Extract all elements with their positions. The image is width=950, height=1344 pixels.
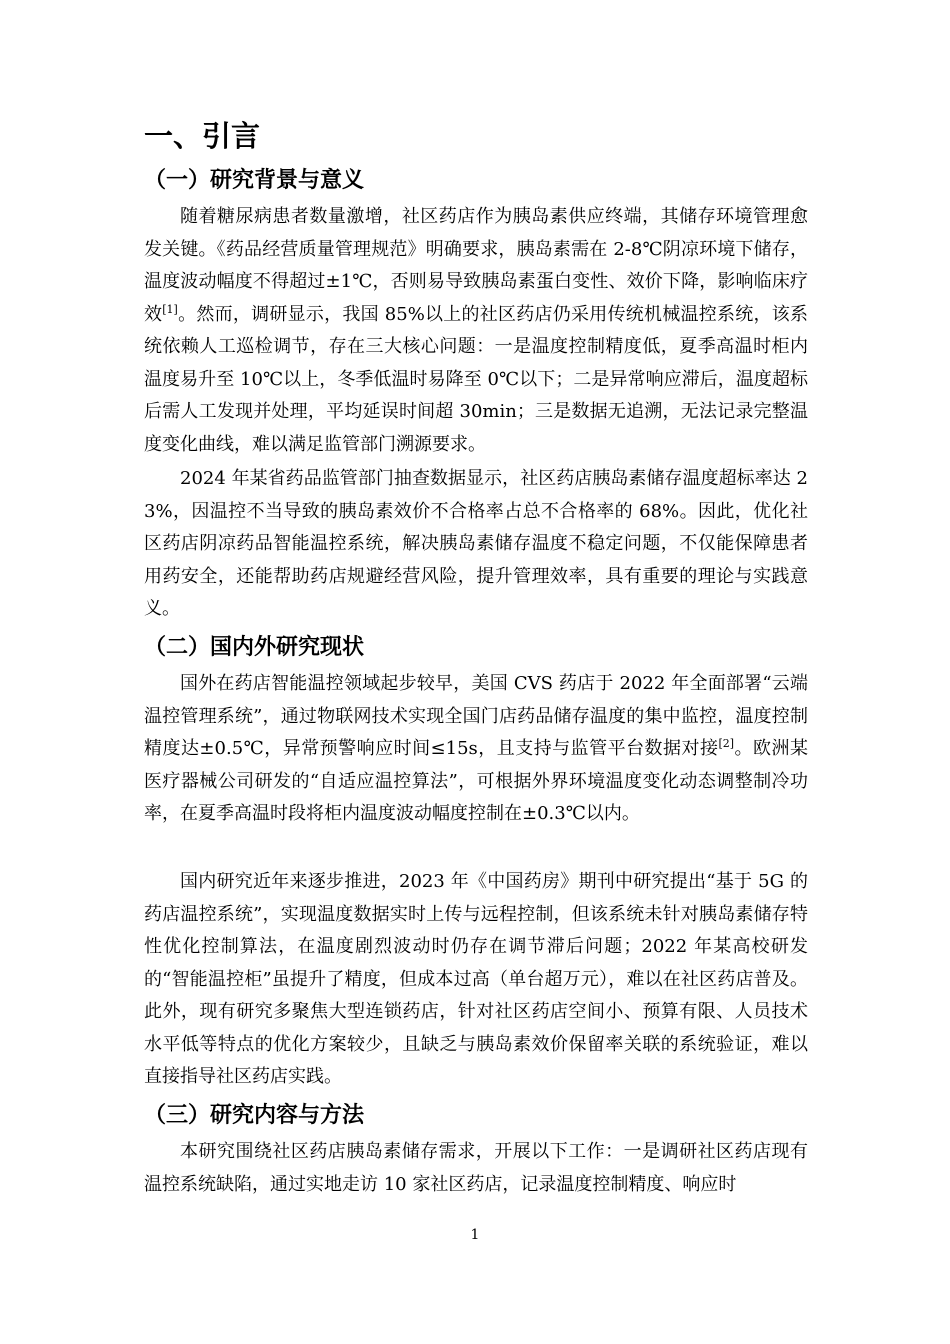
paragraph-methods-1 [144, 1136, 808, 1201]
section-title-research-status: （二）国内外研究现状 [144, 635, 365, 660]
section-title-background: （一）研究背景与意义 [144, 168, 365, 193]
paragraph-text: 国外在药店智能温控领域起步较早，美国 CVS 药店于 2022 年全面部署“云端温控管理系统”，通过物联网技术实现全国门店药品储存温度的集中监控，温度控制精度达±0.5℃，异常预警响应时间≤15s，且支持与监管平台数据对接 [144, 673, 808, 759]
section-title-methods: （三）研究内容与方法 [144, 1103, 365, 1128]
paragraph-text: 随着糖尿病患者数量激增，社区药店作为胰岛素供应终端，其储存环境管理愈发关键。《药品经营质量管理规范》明确要求，胰岛素需在 2-8℃阴凉环境下储存，温度波动幅度不得超过±1℃，否则易导致胰岛素蛋白变性、效价下降，影响临床疗效 [144, 206, 808, 325]
main-heading: 一、引言 [144, 119, 261, 153]
paragraph-text: 。然而，调研显示，我国 85%以上的社区药店仍采用传统机械温控系统，该系统依赖人工巡检调节，存在三大核心问题：一是温度控制精度低，夏季高温时柜内温度易升至 10℃以上，冬季低温时易降至 0℃以下；二是异常响应滞后，温度超标后需人工发现并处理，平均延误时间超 30min；三是数据无追溯，无法记录完整温度变化曲线，难以满足监管部门溯源要求。 [144, 303, 808, 455]
paragraph-background-2 [144, 463, 808, 626]
paragraph-text: 本研究围绕社区药店胰岛素储存需求，开展以下工作：一是调研社区药店现有温控系统缺陷，通过实地走访 10 家社区药店，记录温度控制精度、响应时 [144, 1141, 808, 1195]
citation-ref: [1] [162, 302, 178, 316]
citation-ref: [2] [718, 737, 735, 750]
paragraph-status-2 [144, 866, 808, 1094]
paragraph-text: 。欧洲某医疗器械公司研发的“自适应温控算法”，可根据外界环境温度变化动态调整制冷功率，在夏季高温时段将柜内温度波动幅度控制在±0.3℃以内。 [144, 738, 808, 824]
page-number: 1 [470, 1227, 480, 1243]
paragraph-status-1 [144, 668, 808, 831]
paragraph-text: 2024 年某省药品监管部门抽查数据显示，社区药店胰岛素储存温度超标率达 23%，因温控不当导致的胰岛素效价不合格率占总不合格率的 68%。因此，优化社区药店阴凉药品智能温控系统，解决胰岛素储存温度不稳定问题，不仅能保障患者用药安全，还能帮助药店规避经营风险，提升管理效率，具有重要的理论与实践意义。 [144, 468, 808, 619]
paragraph-background-1 [144, 201, 808, 461]
paragraph-text: 国内研究近年来逐步推进，2023 年《中国药房》期刊中研究提出“基于 5G 的药店温控系统”，实现温度数据实时上传与远程控制，但该系统未针对胰岛素储存特性优化控制算法，在温度剧烈波动时仍存在调节滞后问题；2022 年某高校研发的“智能温控柜”虽提升了精度，但成本过高（单台超万元），难以在社区药店普及。此外，现有研究多聚焦大型连锁药店，针对社区药店空间小、预算有限、人员技术水平低等特点的优化方案较少，且缺乏与胰岛素效价保留率关联的系统验证，难以直接指导社区药店实践。 [144, 871, 808, 1087]
